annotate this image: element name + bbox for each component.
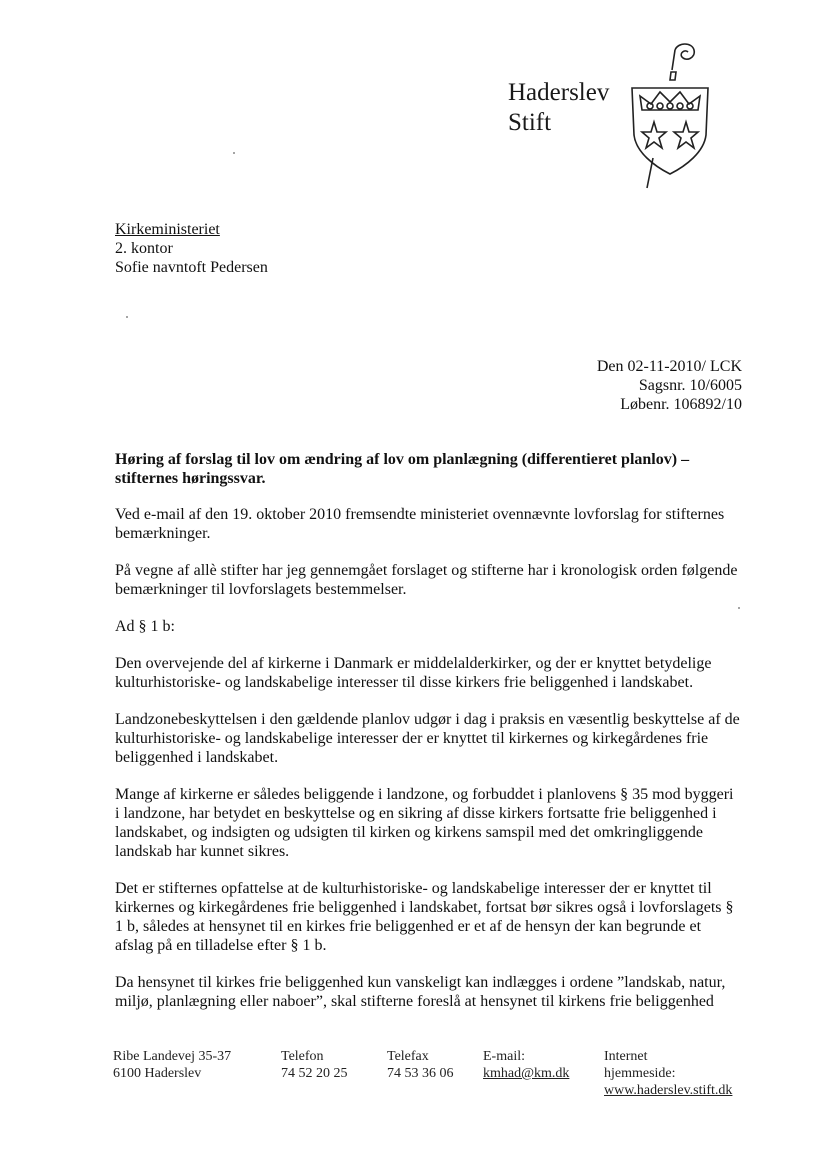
footer-phone-label: Telefon	[281, 1049, 324, 1064]
footer-phone-value: 74 52 20 25	[281, 1066, 348, 1081]
letterhead-title	[508, 78, 609, 138]
footer-address	[113, 1048, 231, 1082]
letterhead-line1: Haderslev	[508, 79, 610, 106]
recipient-block	[115, 220, 268, 277]
footer-web	[604, 1048, 732, 1099]
footer-web-link[interactable]: www.haderslev.stift.dk	[604, 1083, 733, 1098]
paragraph: Mange af kirkerne er således beliggende i landzone, og forbuddet i planlovens § 35 mod byggeri i landzone, har betydet en beskyttelse og en sikring af disse kirkers fortsatte frie beliggenhed i landskabet, og indsigten og udsigten til kirken og kirkens samspil med det omkringliggende landskab har kunnet sikres.	[115, 786, 734, 860]
footer-fax-label: Telefax	[387, 1049, 429, 1064]
paragraph: På vegne af allè stifter har jeg gennemgået forslaget og stifterne har i kronologisk orden følgende bemærkninger til lovforslagets bestemmelser.	[115, 562, 738, 598]
recipient-department: 2. kontor	[115, 240, 173, 257]
paragraph: Landzonebeskyttelsen i den gældende planlov udgør i dag i praksis en væsentlig beskyttelse af de kulturhistoriske- og landskabelige interesser der er knyttet til kirkernes og kirkegårdenes frie beliggenhed i landskabet.	[115, 711, 740, 766]
paragraph: Det er stifternes opfattelse at de kulturhistoriske- og landskabelige interesser der er knyttet til kirkernes og kirkegårdenes frie beliggenhed i landskabet, fortsat bør sikres også i lovforslagets § 1 b, således at hensynet til en kirkes frie beliggenhed er et af de hensyn der kan begrunde et afslag på en tilladelse efter § 1 b.	[115, 880, 734, 954]
reference-block	[597, 357, 742, 414]
case-number: Sagsnr. 10/6005	[638, 377, 742, 394]
recipient-organization: Kirkeministeriet	[115, 221, 220, 238]
diocese-crest-icon	[620, 40, 720, 190]
paragraph: Ved e-mail af den 19. oktober 2010 fremsendte ministeriet ovennævnte lovforslag for stifternes bemærkninger.	[115, 506, 725, 542]
footer-phone	[281, 1048, 348, 1082]
footer-fax	[387, 1048, 454, 1082]
letterhead-line2: Stift	[508, 109, 552, 136]
footer-fax-value: 74 53 36 06	[387, 1066, 454, 1081]
footer-address-line1: Ribe Landevej 35-37	[113, 1049, 232, 1064]
serial-number: Løbenr. 106892/10	[620, 396, 742, 413]
letter-body	[115, 450, 740, 1029]
footer-web-line1: Internet	[604, 1049, 648, 1064]
footer-email	[483, 1048, 569, 1082]
footer-web-line2: hjemmeside:	[604, 1066, 676, 1081]
paragraph: Den overvejende del af kirkerne i Danmark er middelalderkirker, og der er knyttet betydelige kulturhistoriske- og landskabelige interesser til disse kirkers frie beliggenhed i landskabet.	[115, 655, 712, 691]
footer-address-line2: 6100 Haderslev	[113, 1066, 202, 1081]
footer-email-link[interactable]: kmhad@km.dk	[483, 1066, 570, 1081]
recipient-person: Sofie navntoft Pedersen	[115, 259, 268, 276]
letter-date: Den 02-11-2010/ LCK	[596, 358, 742, 375]
letter-heading: Høring af forslag til lov om ændring af lov om planlægning (differentieret planlov) – stifternes høringssvar.	[115, 451, 690, 487]
footer-email-label: E-mail:	[483, 1049, 525, 1064]
paragraph: Da hensynet til kirkes frie beliggenhed kun vanskeligt kan indlægges i ordene ”landskab, natur, miljø, planlægning eller naboer”, skal stifterne foreslå at hensynet til kirkens frie beliggenhed	[115, 974, 726, 1010]
section-label: Ad § 1 b:	[115, 618, 175, 635]
